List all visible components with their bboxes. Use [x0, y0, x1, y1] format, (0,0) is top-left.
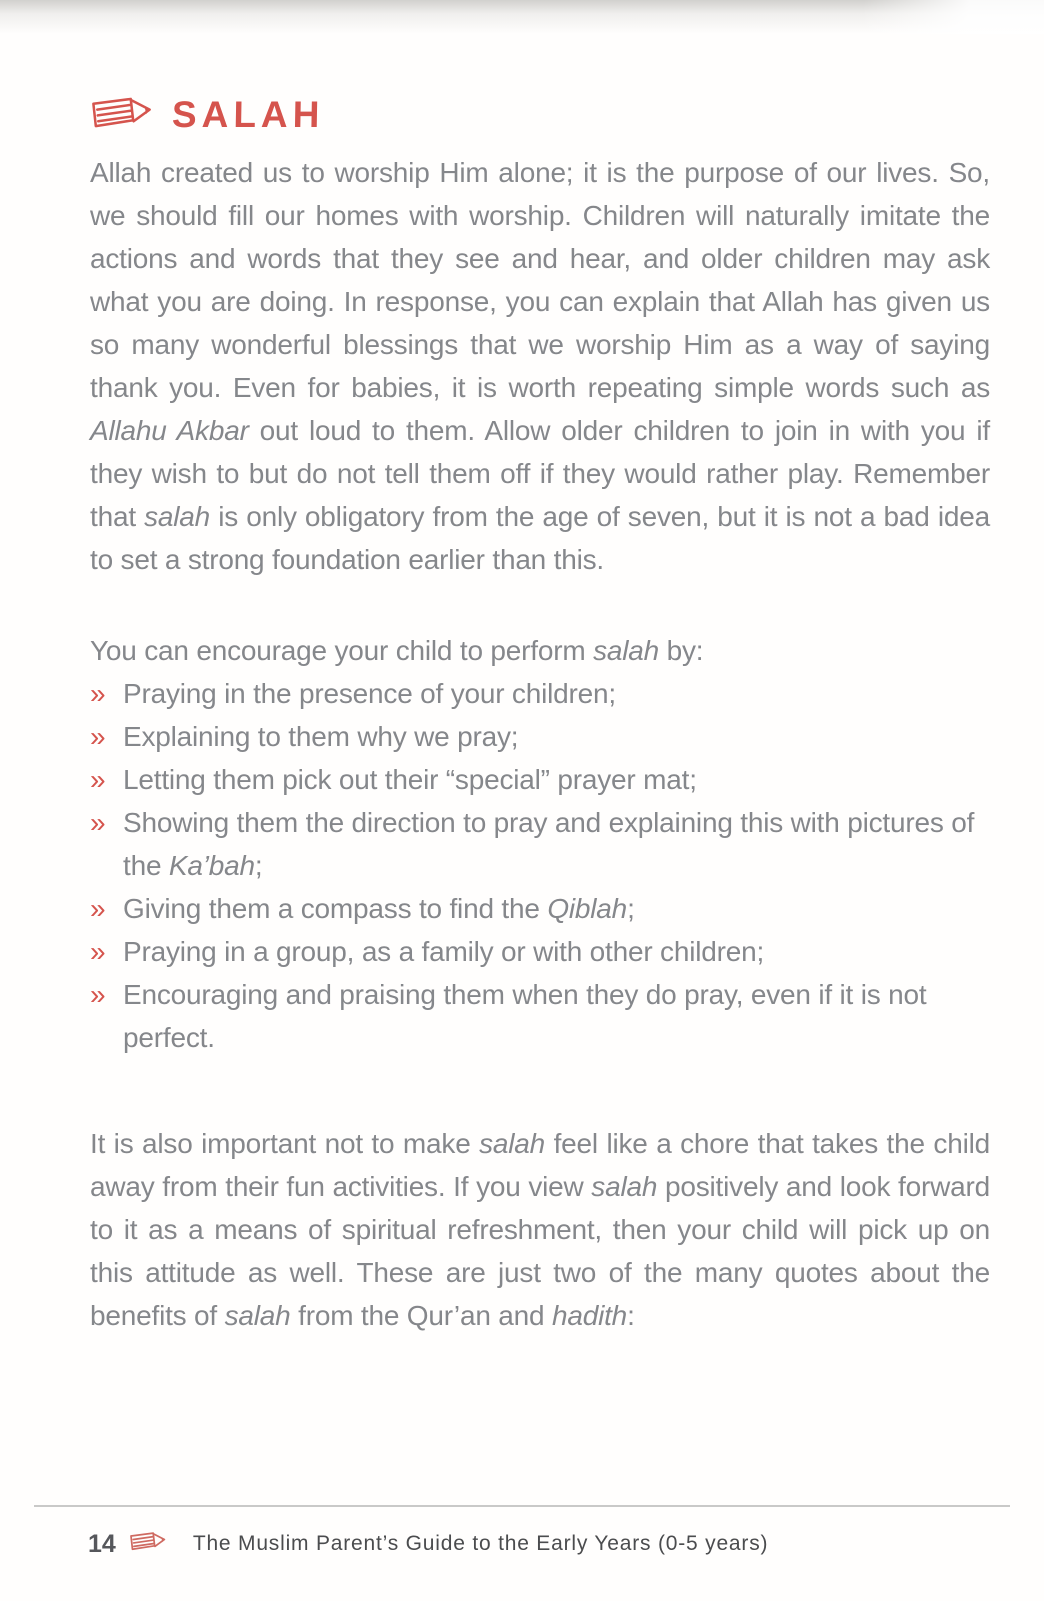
- section-title: SALAH: [171, 94, 325, 135]
- encourage-list: [90, 672, 990, 1059]
- list-item-text: Letting them pick out their “special” prayer mat;: [123, 764, 697, 795]
- paragraph-encourage-intro: You can encourage your child to perform salah by:: [90, 635, 704, 666]
- list-bullet-marker: »: [90, 721, 106, 752]
- list-item-text: Praying in the presence of your children;: [123, 678, 616, 709]
- page-footer: [88, 1522, 768, 1566]
- footer-divider: [34, 1505, 1010, 1507]
- list-bullet-marker: »: [90, 979, 106, 1010]
- list-bullet-marker: »: [90, 893, 106, 924]
- page-number: 14: [88, 1529, 116, 1558]
- list-item: [90, 672, 990, 715]
- list-bullet-marker: »: [90, 807, 106, 838]
- page-content: [90, 92, 990, 1337]
- list-item: [90, 887, 990, 930]
- list-item: [90, 801, 990, 887]
- list-item-text: Praying in a group, as a family or with other children;: [123, 936, 765, 967]
- section-heading: [90, 92, 990, 138]
- list-item-text: Giving them a compass to find the Qiblah;: [123, 893, 635, 924]
- list-item: [90, 973, 990, 1059]
- page-top-scan-shadow: [0, 0, 1044, 34]
- list-item-text: Encouraging and praising them when they do pray, even if it is not perfect.: [123, 979, 927, 1053]
- list-item-text: Explaining to them why we pray;: [123, 721, 519, 752]
- paragraph-worship: Allah created us to worship Him alone; it is the purpose of our lives. So, we should fill our homes with worship. Children will naturally imitate the actions and words that they see and hear, and older children may ask what you are doing. In response, you can explain that Allah has given us so many wonderful blessings that we worship Him as a way of saying thank you. Even for babies, it is worth repeating simple words such as Allahu Akbar out loud to them. Allow older children to join in with you if they wish to but do not tell them off if they would rather play. Remember that salah is only obligatory from the age of seven, but it is not a bad idea to set a strong foundation earlier than this.: [90, 157, 990, 575]
- pencil-icon: [90, 95, 154, 136]
- list-bullet-marker: »: [90, 678, 106, 709]
- list-item: [90, 758, 990, 801]
- book-title: The Muslim Parent’s Guide to the Early Years (0-5 years): [192, 1532, 769, 1555]
- list-item-text: Showing them the direction to pray and explaining this with pictures of the Ka’bah;: [123, 807, 975, 881]
- list-bullet-marker: »: [90, 936, 106, 967]
- pencil-icon: [129, 1531, 167, 1557]
- paragraph-chore: It is also important not to make salah feel like a chore that takes the child away from their fun activities. If you view salah positively and look forward to it as a means of spiritual refreshment, then your child will pick up on this attitude as well. These are just two of the many quotes about the benefits of salah from the Qur’an and hadith:: [90, 1128, 990, 1331]
- list-item: [90, 715, 990, 758]
- list-bullet-marker: »: [90, 764, 106, 795]
- list-item: [90, 930, 990, 973]
